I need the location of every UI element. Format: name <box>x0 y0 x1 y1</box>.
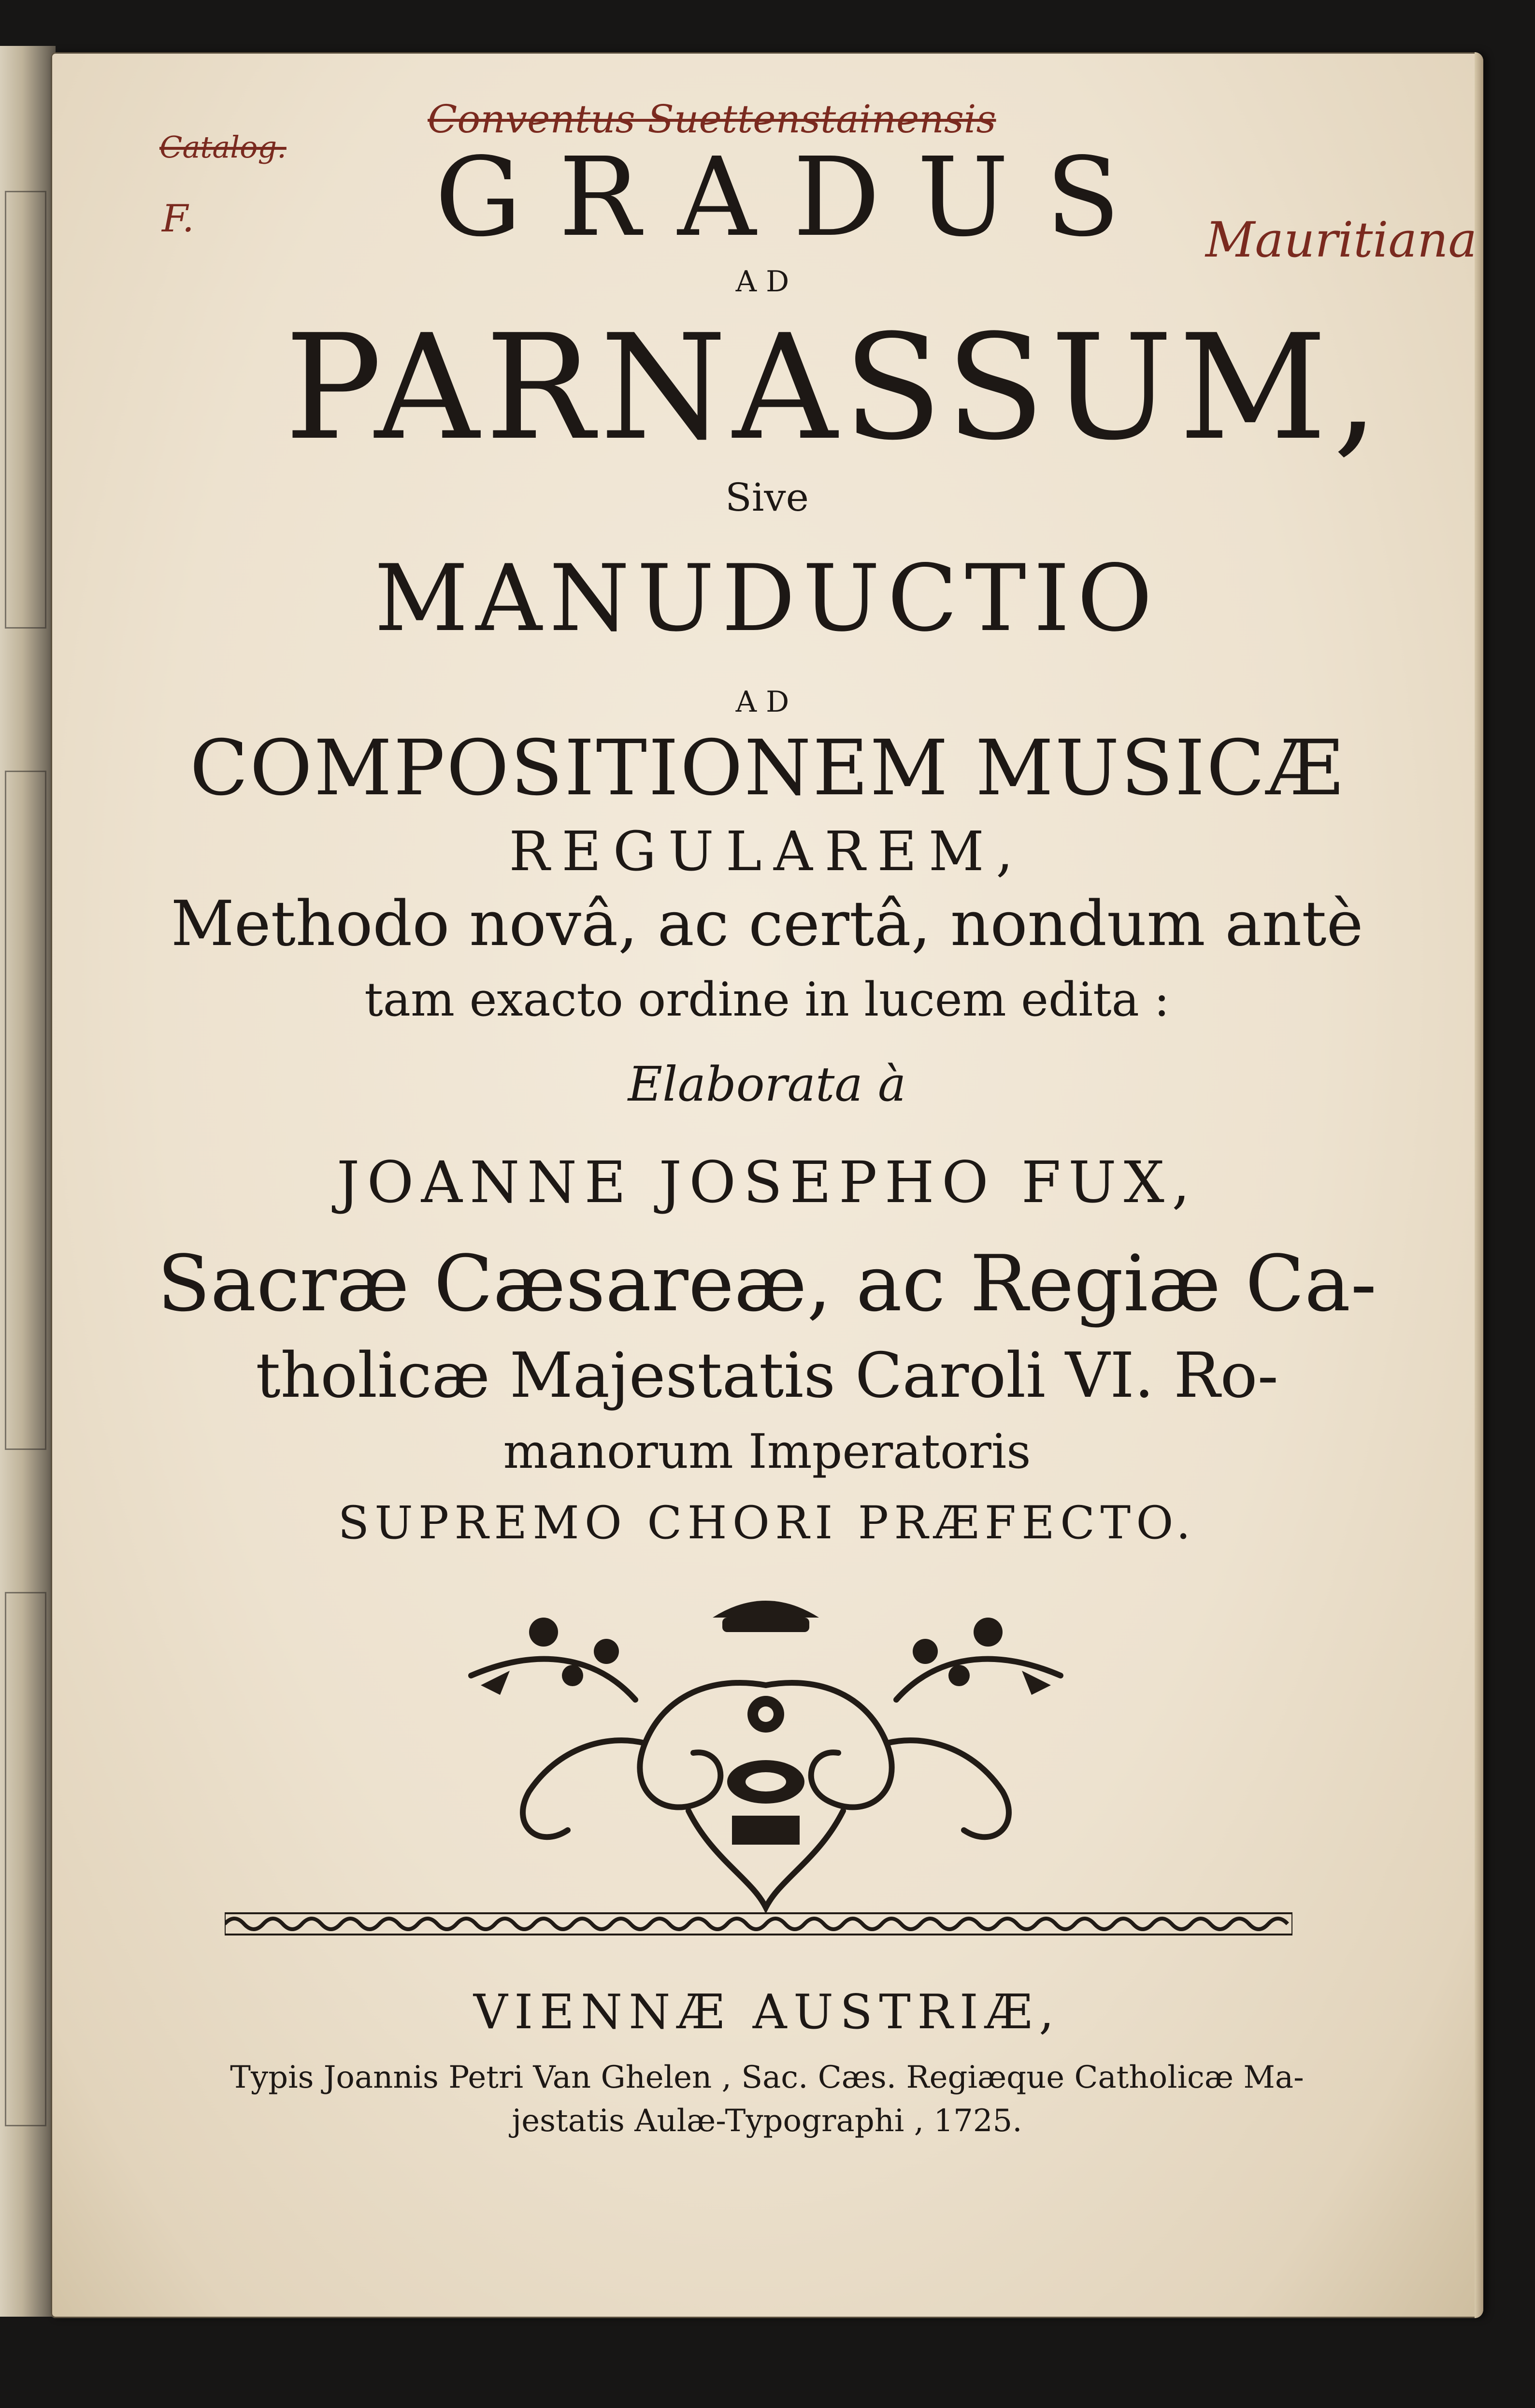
decorative-border-rule <box>225 1912 1292 1935</box>
author-title-line-3: manorum Imperatoris <box>503 1424 1031 1479</box>
title-manuductio: MANUDUCTIO <box>374 545 1160 652</box>
title-parnassum: PARNASSUM, <box>284 303 1385 472</box>
author-elaborata: Elaborata à <box>628 1057 906 1112</box>
title-regularem: REGULAREM, <box>509 820 1025 883</box>
title-tam: tam exacto ordine in lucem edita : <box>364 973 1170 1027</box>
struck-ownership-inscription: Conventus Suettenstainensis <box>428 97 996 142</box>
imprint-printer-line-1: Typis Joannis Petri Van Ghelen , Sac. Cæs. Regiæque Catholicæ Ma- <box>230 2060 1304 2095</box>
author-office: SUPREMO CHORI PRÆFECTO. <box>338 1497 1196 1549</box>
imprint-printer-line-2: jestatis Aulæ-Typographi , 1725. <box>512 2103 1022 2139</box>
title-sive: Sive <box>725 475 809 520</box>
title-page <box>51 52 1483 2318</box>
title-methodo: Methodo novâ, ac certâ, nondum antè <box>171 888 1363 960</box>
author-name: JOANNE JOSEPHO FUX, <box>336 1149 1198 1216</box>
ownership-inscription: Mauritiana <box>1205 212 1478 268</box>
title-gradus: GRADUS <box>435 134 1157 261</box>
facing-frontispiece-edge <box>0 46 56 2317</box>
author-title-line-1: Sacræ Cæsareæ, ac Regiæ Ca- <box>157 1238 1377 1329</box>
struck-catalog-note: Catalog. <box>159 129 287 165</box>
printers-ornament-image <box>461 1589 1070 1917</box>
shelf-letter-note: F. <box>162 197 194 241</box>
title-compositionem: COMPOSITIONEM MUSICÆ <box>189 724 1345 813</box>
author-title-line-2: tholicæ Majestatis Caroli VI. Ro- <box>256 1340 1278 1412</box>
imprint-place: VIENNÆ AUSTRIÆ, <box>473 1985 1061 2040</box>
title-ad: AD <box>735 265 799 299</box>
title-ad-second: AD <box>735 685 799 719</box>
